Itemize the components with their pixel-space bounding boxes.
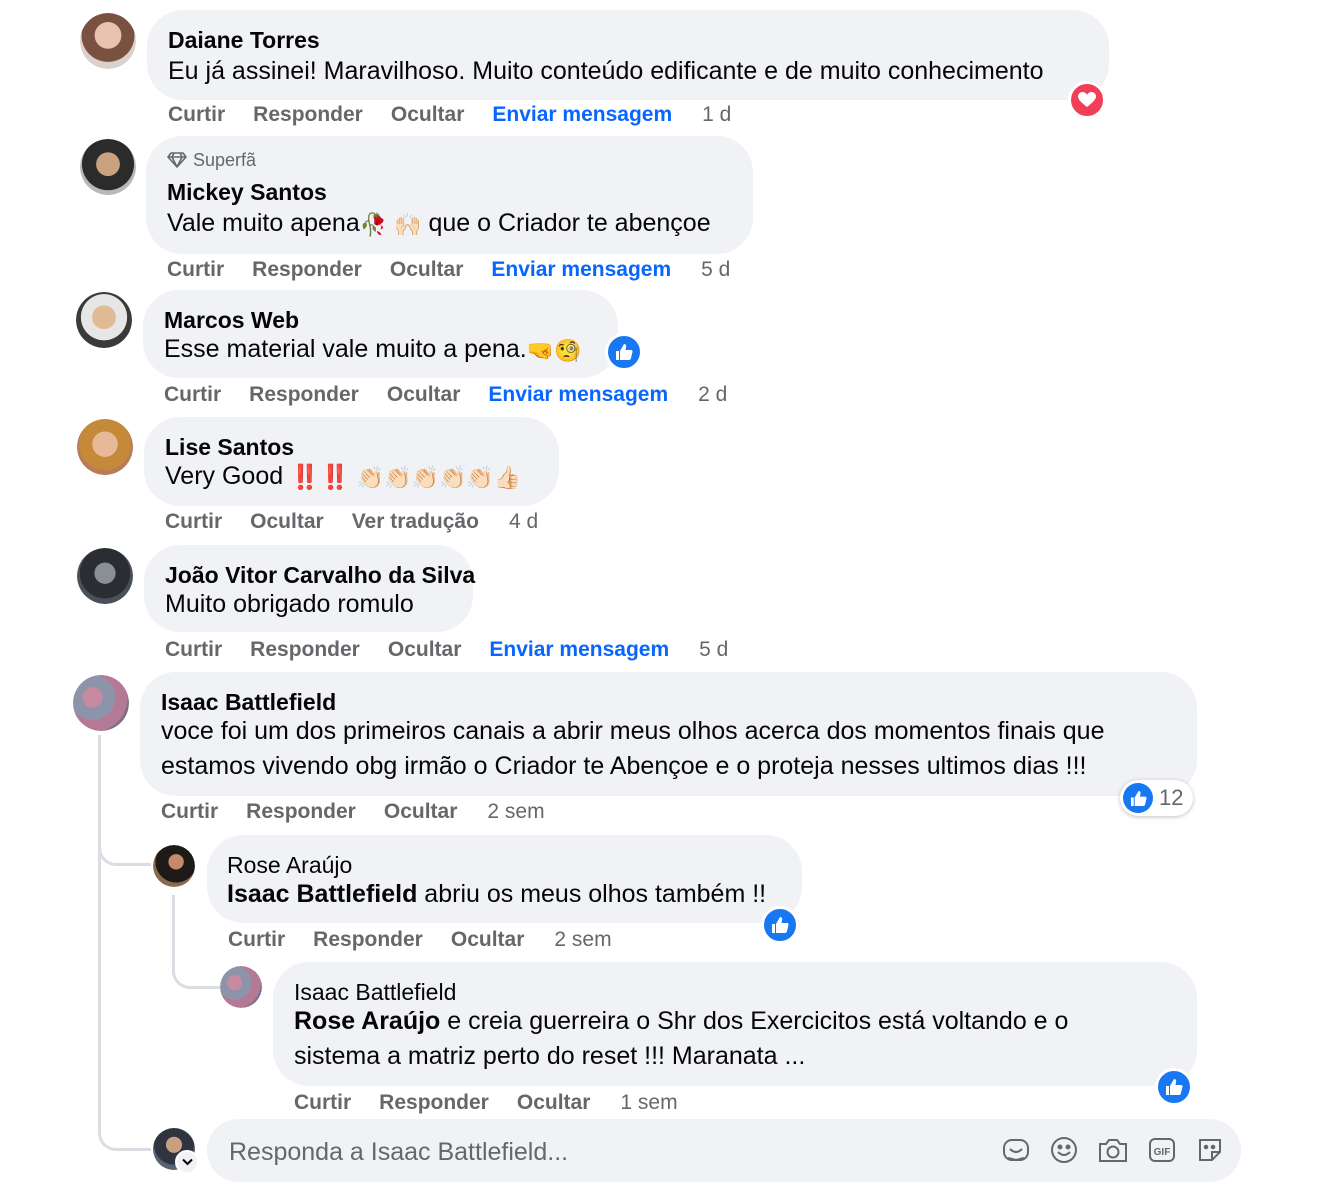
avatar[interactable] <box>76 292 132 348</box>
like-button[interactable]: Curtir <box>168 103 226 126</box>
diamond-icon <box>167 152 187 168</box>
camera-icon[interactable] <box>1096 1133 1130 1167</box>
reply-text-part: abriu os meus olhos também !! <box>417 880 767 908</box>
fist-bump-emoji: 🤜 <box>526 337 555 363</box>
timestamp[interactable]: 2 sem <box>554 928 612 951</box>
like-reaction-icon <box>1123 783 1153 813</box>
timestamp[interactable]: 1 d <box>702 103 732 126</box>
comment-author[interactable]: Marcos Web <box>164 307 300 333</box>
hide-button[interactable]: Ocultar <box>450 928 525 951</box>
reaction-count: 12 <box>1159 785 1184 810</box>
emoji-icon[interactable] <box>1047 1133 1081 1167</box>
hide-button[interactable]: Ocultar <box>383 800 458 823</box>
hide-button[interactable]: Ocultar <box>390 103 465 126</box>
reply-text-line: sistema a matriz perto do reset !!! Maranata ... <box>294 1042 806 1070</box>
timestamp[interactable]: 5 d <box>701 258 731 281</box>
top-fan-badge <box>167 148 256 172</box>
reply-author[interactable]: Rose Araújo <box>227 852 353 878</box>
comment-author[interactable]: Daiane Torres <box>168 27 320 53</box>
reply-text-line <box>294 1004 1068 1039</box>
avatar[interactable] <box>73 675 129 731</box>
comment-bubble <box>146 136 753 254</box>
comment-text-line: estamos vivendo obg irmão o Criador te Abençoe e o proteja nesses ultimos dias !!! <box>161 752 1087 780</box>
comment-bubble <box>140 672 1197 796</box>
thread-connector <box>98 835 151 866</box>
avatar[interactable] <box>77 419 133 475</box>
comment-actions <box>164 383 755 407</box>
gif-icon[interactable] <box>1145 1133 1179 1167</box>
reply-button[interactable]: Responder <box>313 928 423 951</box>
send-message-link[interactable]: Enviar mensagem <box>489 638 670 661</box>
current-user-avatar[interactable] <box>153 1128 195 1170</box>
reaction-summary[interactable] <box>1120 780 1193 816</box>
comment-text-part: Esse material vale muito a pena. <box>164 335 527 363</box>
double-exclamation-emoji: ‼️‼️ <box>290 463 350 491</box>
face-with-monocle-emoji: 🧐 <box>554 337 582 363</box>
hide-button[interactable]: Ocultar <box>516 1091 591 1114</box>
reply-button[interactable]: Responder <box>250 638 360 661</box>
like-button[interactable]: Curtir <box>294 1091 352 1114</box>
see-translation-link[interactable]: Ver tradução <box>351 510 479 533</box>
comment-actions <box>167 258 758 282</box>
comment-text <box>167 206 711 242</box>
timestamp[interactable]: 4 d <box>508 510 539 533</box>
thread-connector <box>172 960 220 989</box>
comment-text-line: voce foi um dos primeiros canais a abrir meus olhos acerca dos momentos finais que <box>161 717 1105 745</box>
like-button[interactable]: Curtir <box>167 258 225 281</box>
reply-input[interactable] <box>227 1131 971 1173</box>
avatar[interactable] <box>80 13 136 69</box>
reply-bubble <box>273 962 1197 1086</box>
reply-button[interactable]: Responder <box>252 258 362 281</box>
comment-text-part: Vale muito apena <box>167 209 360 237</box>
hide-button[interactable]: Ocultar <box>386 383 461 406</box>
comment-author[interactable]: Isaac Battlefield <box>161 689 337 715</box>
avatar-sticker-icon[interactable] <box>1193 1133 1227 1167</box>
reply-bubble <box>207 835 802 923</box>
timestamp[interactable]: 2 sem <box>487 800 545 823</box>
comment-text: Eu já assinei! Maravilhoso. Muito conteúdo edificante e de muito conhecimento <box>168 57 1044 85</box>
badge-label: Superfã <box>193 149 257 170</box>
send-message-link[interactable]: Enviar mensagem <box>492 103 673 126</box>
like-reaction-icon[interactable] <box>1155 1068 1193 1106</box>
timestamp[interactable]: 1 sem <box>620 1091 678 1114</box>
hide-button[interactable]: Ocultar <box>387 638 462 661</box>
timestamp[interactable]: 2 d <box>698 383 728 406</box>
hide-button[interactable]: Ocultar <box>389 258 464 281</box>
chevron-down-icon[interactable] <box>175 1150 199 1174</box>
reply-text <box>227 877 766 912</box>
comment-text <box>164 332 582 368</box>
thread-line <box>98 860 101 1130</box>
svg-text:GIF: GIF <box>1153 1147 1171 1158</box>
avatar[interactable] <box>77 548 133 604</box>
reply-actions <box>294 1091 706 1115</box>
like-button[interactable]: Curtir <box>165 510 223 533</box>
comment-actions <box>168 103 759 127</box>
reply-button[interactable]: Responder <box>253 103 363 126</box>
comment-author[interactable]: Mickey Santos <box>167 179 327 205</box>
send-message-link[interactable]: Enviar mensagem <box>491 258 672 281</box>
comment-text <box>165 459 521 495</box>
hide-button[interactable]: Ocultar <box>250 510 324 533</box>
comment-bubble <box>147 10 1109 100</box>
raising-hands-emoji: 🙌🏻 <box>394 211 422 237</box>
clapping-hands-emoji: 👏🏻👏🏻👏🏻👏🏻👏🏻👍🏻 <box>356 464 522 490</box>
wilted-rose-emoji: 🥀 <box>359 211 388 237</box>
sticker-icon[interactable] <box>999 1133 1033 1167</box>
avatar[interactable] <box>220 966 262 1008</box>
reply-button[interactable]: Responder <box>249 383 359 406</box>
avatar[interactable] <box>80 139 136 195</box>
comment-bubble <box>144 417 559 506</box>
comment-author[interactable]: Lise Santos <box>165 434 295 460</box>
reply-composer <box>207 1119 1241 1182</box>
like-reaction-icon[interactable] <box>761 906 799 944</box>
comment-actions <box>161 800 573 824</box>
comment-actions <box>165 510 566 534</box>
timestamp[interactable]: 5 d <box>699 638 729 661</box>
comment-text-part: que o Criador te abençoe <box>428 209 711 237</box>
reply-text-part: e creia guerreira o Shr dos Exercicitos está voltando e o <box>440 1007 1069 1035</box>
comment-bubble <box>144 545 476 632</box>
comment-bubble <box>143 290 618 378</box>
like-reaction-icon[interactable] <box>605 333 643 371</box>
like-button[interactable]: Curtir <box>164 383 222 406</box>
comment-text: Muito obrigado romulo <box>165 590 414 618</box>
mention-link[interactable]: Isaac Battlefield <box>227 880 418 908</box>
comment-text-part: Very Good <box>165 462 284 490</box>
love-reaction-icon[interactable] <box>1068 81 1106 119</box>
comment-actions <box>165 638 756 662</box>
send-message-link[interactable]: Enviar mensagem <box>488 383 669 406</box>
reply-button[interactable]: Responder <box>246 800 356 823</box>
avatar[interactable] <box>153 845 195 887</box>
like-button[interactable]: Curtir <box>165 638 223 661</box>
thread-connector <box>98 1115 151 1151</box>
reply-author[interactable]: Isaac Battlefield <box>294 979 457 1005</box>
reply-actions <box>228 928 640 952</box>
like-button[interactable]: Curtir <box>161 800 219 823</box>
reply-button[interactable]: Responder <box>379 1091 489 1114</box>
mention-link[interactable]: Rose Araújo <box>294 1007 441 1035</box>
like-button[interactable]: Curtir <box>228 928 286 951</box>
comment-author[interactable]: João Vitor Carvalho da Silva <box>165 562 476 588</box>
